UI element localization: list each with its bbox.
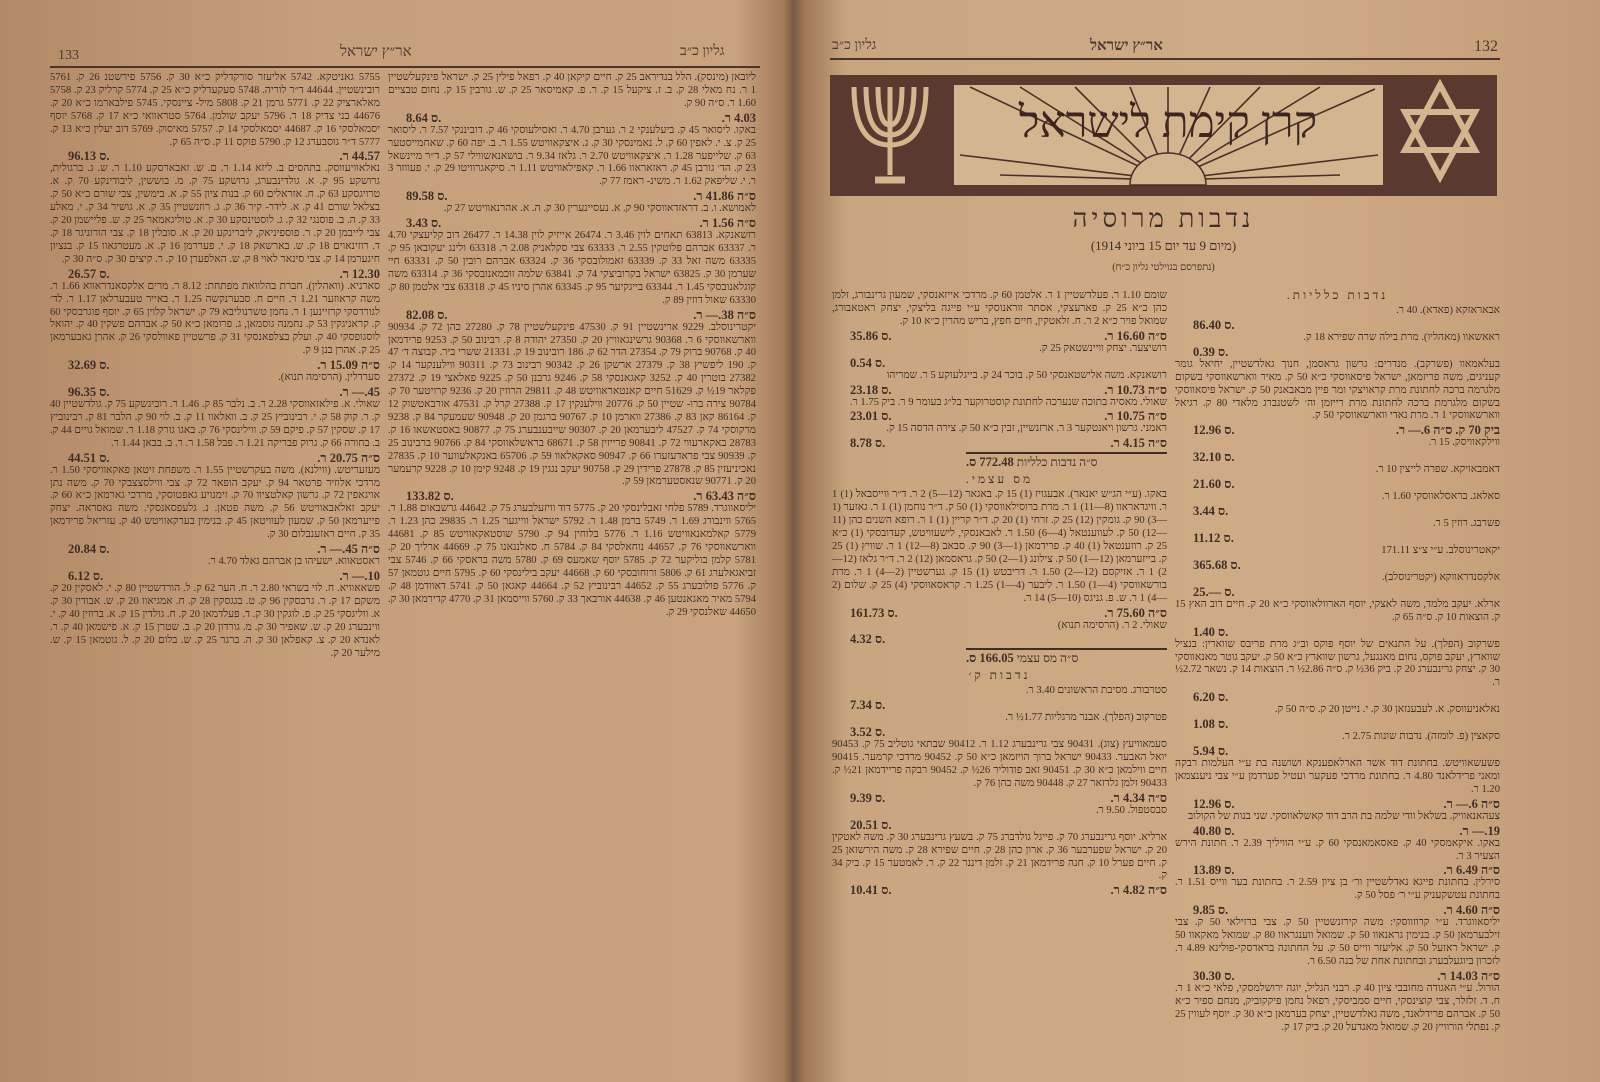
entry-text: בעלאמאוו (פשרקב). מנדרים: גרשון גראסמן, חנוך גאלדשטיין, יחיאל גומר קעניגים, משה פריזמאן, ישראל פיסאווסקי כ״א 50 ק. מאיר ווארשאווסקי בשקום מלגרמה ברכה לחתונת מרת קראויצקי ומר פיין מבאבאנק 50 ק. ישראל פיסאווסקי בשקום מלגרמת ברכה לחתונת מרת רייזמן וה׳ לשטנברג מלאדי 80 ק. רגיאל ווארשאווסקי 1 ר. מרת נאדי ווארשאווסקי 50 ק. — [1175, 358, 1501, 422]
subtotal: ס״ה 10.73 ר. — [1104, 382, 1167, 397]
entry-text: סארניא. (וואהלין). חברת בהלוואת מפתחת: 8.12 ר. מרים אלקסאנדראווא 1.66 ר. משה קראוזער 1.21 ר. חיים ח. סבערנקשה 1.25 ר. באייר טעבערלאן 1.17 ר. לד׳ לגורדסקי קרזיינען 1 ר. נחמן טשרנוליבא 79 ק. ישראל קלוין 65 ק. יוסף פוגרבסקי 60 ק. קראניגקין 53 ק. נחמנה גוסמאן, ג. פרומאן כ״א 50 ק. אברהם פשקין 40 ק. יהואל לוסגופסקי 40 ק. ועלק בצלפאנסקי 31 ק. פרשטיין פאוולסקי 26 ק. אהרן גאבערמאן 25 ק. אהרן בנן 9 ק. — [50, 280, 380, 357]
entry-text: הורול. ע״י האגודה מחובבי ציון 40 ק. רבני הגליל, יוגה ירושלמסקי, פלאי כ״א 1 ר. ח. ד. זלזלר, צבי קוצינסקי, חיים סמביסקי, רפאל נחמן פיקקוביק, מנחם ספיר כ״א 50 ק. אברהם פרידלאנד, משה גאלדשטיין, יצחק בערמאן כ״א 30 ק. יוסף לעווין 25 ק. נפתלי הורוויץ 20 ק. שמואל מאנדעל 20 ק. ביק 17 ק. — [1175, 982, 1501, 1033]
subtotal: 4.03 ר. — [721, 110, 756, 125]
entry-text: סערדלין. (הרסימה תנוא). — [278, 372, 380, 384]
banner-title: קרן קימת לישראל — [1018, 98, 1318, 147]
amount-row — [1175, 423, 1500, 437]
donation-entry — [1175, 704, 1500, 731]
total-amount: 40.80 ס. — [1193, 823, 1235, 838]
amount-row — [388, 111, 756, 125]
total-amount: 9.39 ס. — [850, 790, 886, 805]
donation-entry — [388, 72, 756, 125]
header-rule — [50, 66, 760, 68]
subtotal: ס״ה 4.34 ר. — [1110, 790, 1167, 805]
total-amount: 23.18 ס. — [850, 382, 892, 397]
total-amount: 9.85 ס. — [1193, 903, 1229, 918]
donation-entry — [1175, 838, 1500, 878]
entry-text: שאולי. א. פילאזאווסקי 2.28 ר. ב. נלבר 85 ק. 1.46 ר. רוביגשקע 75 ק. גולדשטיין 40 ק. ר. קוק 58 ק. י. רבינוביץ 25 ק. ב. וואלאוו 11 ק. ב. לוי 90 ק. הלבר 81 ק. רבינוביץ 17 ק. שסקין 57 ק. פיקם 59 ק. ווילינסקי 76 ק. באגו גורק 1.18 ר. שמואל גויים 44 ק. ב. בחורה 66 ק. גרוק פבריקה 1.21 ר. פבל 1.58 ר. ר. ב. בבאן 1.44 ר. — [50, 399, 381, 449]
entry-text: סעמאוויעץ (צוג). 90431 צבי גרינבערג 1.12 ר. 90412 שבתאי גוטליב 75 ק. 90453 יואל האבער. 90433 ישראל ברוך הויזמאן כ״א 50 ק. 90452 מרדכי קרמער. 90415 חיים ווילמאן כ״א 30 ק. 90451 זאב פודוליר 26½ ק. 90452 רבקה פריידמאן 21½ ק. 90433 זלמן גלדזאר 27 ק. 90448 משה כהן 76 ק. — [832, 739, 1168, 789]
amount-row — [50, 569, 380, 583]
amount-row — [1175, 797, 1500, 811]
total-amount: 7.34 ס. — [850, 698, 886, 713]
donation-entry — [832, 370, 1167, 397]
donation-entry — [388, 230, 756, 321]
entry-text: סאלאג. בראסלאווסקי 1.60 ר. — [1381, 491, 1500, 503]
total-amount: 23.01 ס. — [850, 409, 892, 424]
page-title: נדבות מרוסיה — [1072, 204, 1255, 233]
donation-entry — [1175, 437, 1500, 464]
donation-entry — [1175, 491, 1500, 518]
issue-label: גליון כ״ב — [832, 38, 877, 53]
self-tax-total — [966, 648, 1167, 666]
amount-row — [50, 149, 380, 163]
donation-entry — [50, 372, 380, 399]
amount-row — [1175, 625, 1500, 639]
amount-row — [1175, 824, 1500, 838]
amount-row — [832, 791, 1167, 805]
second-column — [832, 290, 1167, 897]
subtotal: ס״ה 20.75 ר. — [317, 450, 380, 465]
amount-row — [832, 606, 1167, 620]
amount-row — [1175, 863, 1500, 877]
amount-row — [388, 189, 756, 203]
donation-entry — [832, 397, 1167, 424]
total-amount: 0.54 ס. — [850, 355, 886, 370]
entry-text: ארליא. יוסף גרינבערג 70 ק. פייגל גולדברג 75 ק. בשעץ גרינבערג 30 ק. משה לאטקין 20 ק. ישראל שפערבער 36 ק. ארון כהן 28 ק. חיים שפירא 28 ק. משה הירשזאן 25 ק. חיים פערל 10 ק. חנה פרידמאן 21 ק. זלמן דיננר 22 ק. ר. לאמטער 15 ק. ביק 34 ק. — [832, 831, 1168, 882]
amount-row — [832, 436, 1167, 450]
total-amount: 32.69 ס. — [68, 358, 110, 373]
subtotal: ס״ה 4.15 ר. — [1110, 436, 1167, 451]
subtotal: 10.— ר. — [339, 569, 380, 583]
total-amount: 96.13 ס. — [68, 149, 110, 164]
total-amount: 12.96 ס. — [1193, 796, 1235, 811]
donation-entry — [1175, 332, 1500, 359]
amount-row — [832, 329, 1167, 343]
total-amount: 10.41 ס. — [850, 883, 892, 898]
amount-row — [832, 725, 1167, 739]
entry-text: ראמני. גרשון ויאנטקער 3 ר. ארזנשיין, זבין כ״א 50 ק. צירה הדסה 15 ק. — [886, 423, 1167, 435]
donation-entry — [1175, 572, 1500, 599]
donation-entry — [1175, 545, 1500, 572]
amount-row — [832, 383, 1167, 397]
subtotal: ס״ה 75.60 ר. — [1104, 605, 1167, 620]
donation-entry — [1175, 599, 1500, 639]
amount-row — [1175, 717, 1500, 731]
donation-entry — [50, 163, 380, 280]
entry-text: אלקסנדראווקא (יקטרינוסלב). — [1382, 571, 1500, 583]
donation-entry — [1175, 464, 1500, 491]
entry-text: לאמושא. ו. ב. דראזדאווסקי 90 ק. א. נעסיינערין 30 ק. ה. א. אהרנאוויטש 27 ק. — [443, 203, 756, 215]
total-amount: 3.43 ס. — [406, 216, 442, 231]
page-number: 132 — [1474, 38, 1498, 55]
publication-note: (נתפרסם בגוילטי גליון כ״ח) — [1112, 262, 1215, 273]
amount-row — [1175, 558, 1500, 572]
entry-text: רושאנקא. משה אלישטאנסקי 50 ק. בוכר 24 ק. בייגלעוקע 5 ר. שמריהו — [886, 369, 1167, 381]
column-right — [388, 72, 756, 620]
amount-row — [1175, 585, 1500, 599]
total-amount: 11.12 ס. — [1193, 530, 1234, 545]
column-left — [50, 72, 380, 660]
entry-text: אבאראזקא (פאדא). 40 ר. — [1396, 305, 1500, 316]
subtotal: 45.— ר. — [339, 385, 380, 400]
donation-entry — [50, 399, 380, 465]
amount-row — [1175, 531, 1500, 545]
entry-text: יקטרינוסלב. 9229 ארינשטיין 91 ק. 47530 פינקעלשטיין 78 ק. 27280 כהן 72 ק. 90934 ווארשאווסקי 6 ר. 90368 גרשינגאוויץ 20 ק. 27350 יהודה 8 ק. רבינוב 50 ק. 9253 פרידמאן 40 ק. 90768 ברוק 79 ק. 27354 הדר 62 ק. 186 רובינוב 19 ק. 21331 ששרי ביר. קבוצה ד׳ 47 ק. 190 ליפשיץ 38 ק. 27379 ארשקן 26 ק. 90342 רבינוב 73 ק. 90311 ווילענקער 14 ק. 27382 בוטרין 40 ק. 3252 קאגאנסקי 58 ק. 9246 גרבנן 50 ק. 9225 פאלאצי 19 ק. 27372 פקלאר 19½ ק. 51629 חיים קאנטאראוויטש 48 ק. 29811 הרוזין 20 ק. 9236 קרויטער 70 ק. 90784 צירה ברו- שטיין 50 ק. 20776 ווילענקין 17 ק. 27388 קרל ק. 47531 אורבאטשוק 12 ק. 86164 קאן 83 ק. 27386 ווארמן 10 ק. 90767 ברגמן 20 ק. 90948 שעמעקר 84 ק. 9238 מרקוסקי 74 ק. 47527 ליבערמאן 20 ק. 90307 שייבענבערג 75 ק. 90877 באסטאשאו 16 ק. 28783 באקארעווי 72 ק. 90841 פרייזין 58 ק. 68671 בראשלאווסקי 84 ק. 90766 ברבינוב 25 ק. 90939 צבי פראדעזערו 66 ק. 90947 סאקאלאוו 59 ק. 65706 באנקאלעווער 10 ק. 27835 נאכיניעזין 85 ק. 27878 פרידין 29 ק. 90758 יעקב נגגין 19 ק. 9248 קימן 10 ק. 9228 קרעמער 20 ק. 90771 שנאסטערמאן 59 ק. — [388, 321, 756, 488]
total-amount: 96.35 ס. — [68, 385, 110, 400]
total-amount: 82.08 ס. — [406, 307, 448, 322]
amount-row — [1175, 969, 1500, 983]
amount-row — [1175, 903, 1500, 917]
total-amount: 8.64 ס. — [406, 110, 442, 125]
subtotal: ס״ה 14.03 ר. — [1437, 968, 1500, 983]
amount-row — [832, 883, 1167, 897]
donation-entry — [1175, 877, 1500, 917]
entry-text: 5755 גאניטקא. 5742 אליעזר סורקדליק כ״א 30 ק. 5756 פירשטנ 26 ק. 5761 רובינשטיין. 44644 ד״ר לוריה. 5748 סעקעדליק כ״א 25 ק. 5774 קרליק 23 ק. 5758 מאלארציק 22 ק. 5771 גרמן 21 ק. 5808 מיל- ציינסקי. 5745 פילבארמו כ״א 20 ק. 44676 בני צדיק 18 ר. 5796 יעקב שולמן. 5764 סטראוואי כ״א 17 ק. 5768 יוסף יסמאלסקי 16 ק. 44687 יסמאלסקי 14 ק. 5757 מאיסוק. 5769 דוב יעלין כ״א 13 ק. 5777 ד״ר גוסבערג 12 ק. 5790 פוקס 11 ק. ס״ה 65 ק. — [50, 72, 380, 148]
entry-text: באקו. ליסואר 45 ק. ביעלענקי 2 ר. גערבן 4.70 ר. ואסילעוסקי 46 ק. דוביננקי 7.57 ר. ליסואר 25 ק. צ. י. לאפין 60 ק. ל. נאמינסקי 30 ק. ג. איצקאוויטש 1.55 ר. ב. יפה 60 ק. שאחמייסטער 63 ק. שלייפער 1.28 ר. איצקאוויטש 2.70 ר. גלאז 9.34 ר. בושאנאשווילי 57 ק. ד״ר מיינשאל 23 ק. הד׳ גורבן 45 ק. ראזאראוו 1.66 ר. קאפילאוויטש 1.11 ר. סיקאגרוויטו 29 ק. י. פעווזר 3 ר. י. שליפאק 1.62 ר. משינ- ראמז 77 ק. — [388, 124, 757, 188]
entry-text: סטרבורג. מסיבת הראשונים 3.40 ר. — [1025, 685, 1167, 697]
total-amount: 35.86 ס. — [850, 328, 892, 343]
donation-entry — [1175, 359, 1500, 438]
subtotal: ס״ה 63.43 ר. — [693, 489, 756, 504]
running-title: אר״ץ ישראל — [340, 44, 412, 60]
issue-label: גליון כ״ב — [680, 44, 725, 59]
donation-entry — [1175, 917, 1500, 983]
page-number: 133 — [58, 48, 79, 63]
entry-text: שומם 1.10 ר. פעלדשטיין 1 ר. אלטמן 60 ק. מרדכי אייזאנסקי, שמעון גרינבורג, זלמן כהן כ״א 25 ק. פארעצקי, אסתר ווראנוסקי ע״י פייגה בליצקי, יצחק ראטאבורג, שמואל פויר כ״א 2 ר. ח. זלאטקין, חיים חפץ, בריש מהרין כ״א 10 ק. — [832, 290, 1167, 327]
donation-entry — [50, 281, 380, 372]
entry-text: נאלאניעווסק. א. לעבענזאן 30 ק. י. נייטן 20 ק. ס״ה 50 ק. — [1274, 704, 1500, 716]
donation-entry — [832, 739, 1167, 805]
donation-entry — [50, 72, 380, 163]
total-label: ס״ה מס עצמי — [1016, 651, 1079, 666]
donation-entry — [832, 832, 1167, 898]
amount-row — [832, 632, 1167, 646]
entry-text: ליובאן (מינסק). הלל בנדיראב 25 ק. חיים קיקאן 40 ק. רפאל פילין 25 ק. ישראל פינקעלשטיין 1 ר. נח מאלי 28 ק. ב. ז. ציקעל 15 ק. ר. פ. קאמיסאר 25 ק. ש. גורבין 15 ק. נחום טבציים 1.60 ר. ס״ה 90 ק. — [388, 72, 756, 109]
entry-text: יליסאווגרד. ע״י קרוזווסקי: משה קירזנשטיין 50 ק. צבי ברזילאי 50 ק. צבי זילבערמאן 50 ק. בנימין גראנאוו 50 ק. שמואל ווענגראוו 80 ק. שמואל מאקאוו 50 ק. ישראל ראזעל 50 ק. אליעזר ווייס 50 ק. על החתונה בראדסקי-פולינא 4.89 ר. לזכרון ביוגעלבערג ובחתונת אחת של בנה 6.50 ר. — [1175, 917, 1500, 967]
total-amount: 1.08 ס. — [1193, 717, 1229, 732]
amount-row — [50, 358, 380, 372]
total-amount: 20.51 ס. — [850, 817, 892, 832]
section-heading: נדבות כלליות. — [1286, 288, 1389, 302]
entry-text: ווילקאוויסק. 15 ר. — [1428, 437, 1500, 449]
donation-entry — [832, 290, 1167, 343]
entry-text: מעזעריטש. (ווילנא). משה בעקרשטיין 1.55 ר. משפחת זיטאן פאקאוויסקי 1.50 ר. מרדכי אלוזיר פרטאר 94 ק. יעקב הופאר 72 ק. צבי ווילסצצבקי 70 ק. משה נתן אויגאפין 72 ק. גרשון קאלטציוו 70 ק. זימנויע גאפטוסקי, מרדכי גארמאן כ״א 60 ק. יעקב זאלאבאוויטש 56 ק. משה פטאן. נ. גלעפסאנסקי. משה גאסראה. יצחק פייערמאן 50 ק. שמעון לעוויטאן 45 ק. בנימין בערקאוויטש 40 ק. עזריאל פרידמאן 35 ק. חיים ראזענבלום 30 ק. — [50, 464, 381, 541]
amount-row — [50, 385, 380, 399]
running-title: אר״ץ ישראל — [1090, 38, 1163, 54]
total-amount: 365.68 ס. — [1193, 557, 1241, 572]
donation-entry — [1175, 518, 1500, 545]
entry-text: שאולי. 2 ר. (הרסימה תנוא) — [1057, 619, 1167, 631]
entry-text: שאולי. מאסיה בתוכה שנערכה לחתונת קוסטרוקער בל״ג בעומר 9 ר. ביק 1.75 ר. — [849, 396, 1167, 408]
donation-entry — [50, 556, 380, 583]
amount-row — [832, 818, 1167, 832]
amount-row — [1175, 318, 1500, 332]
total-amount: 13.89 ס. — [1193, 863, 1235, 878]
entry-text: רזשאנקא. 63813 תאחים לוין 3.46 ר. 26474 אייזיק לוין 14.38 ר. 26477 דוב קליעצקי 4.70 ר. 63337 אברהם פלוטקין 2.55 ר. 63333 צבי סקלאניק 2.08 ר. 63318 ולינג יעקובאן 95 ק. 63335 משה זאל 33 ק. 63339 זאמולובסקי 36 ק. 63324 אברהם רובין 50 ק. 63331 חיי שערמן 30 ק. 63825 ישראל בקרוביצקי 74 ק. 63841 שלמה זוכמאנובסקי 36 ק. 63314 משה קוגלאנובסקי 1.45 ר. 63344 בייגקיער 95 ק. 63345 אהרן סיניו 45 ק. 63318 צבי אלטמן 80 ק. 63330 שאול דוזין 89 ק. — [388, 230, 757, 306]
total-amount: 5.94 ס. — [1193, 744, 1229, 759]
entry-text: פשאאוויא. ח. לוי בשראי 2.80 ר. ח. הער 62 ק. ל. הורדשטיין 80 ק. י. לאסקין 20 ק. משקם 17 ק. ר. גרבסקין 96 ק. ט. בגגסקין 28 ק. ח. אמגיאוו 20 ק. ש. אבודין 30 ק. א. ווליגסקי 25 ק. פ. לוגקין 30 ק. ד. פעלדמאן 20 ק. ח. גולדין 15 ק. א. ברוזין 40 ק. י. ווינבערג 20 ק. ש. שאפיר 30 ק. מ. גורדון 20 ק. ב. שטרן 15 ק. א. פישמאן 40 ק. ר. לאנדא 20 ק. צ. קאפלאן 30 ק. ה. ברגר 25 ק. ש. בלום 20 ק. ל. גוטמאן 15 ק. ש. מילער 20 ק. — [50, 583, 381, 659]
entry-text: פטרקוב (הפלך). אבנר מרגליות 1.77½ ר. — [1005, 712, 1167, 724]
total-amount: 8.78 ס. — [850, 436, 886, 451]
amount-row — [832, 698, 1167, 712]
total-amount: 6.12 ס. — [68, 569, 104, 583]
donation-entry — [832, 805, 1167, 832]
amount-row — [1175, 345, 1500, 359]
total-amount: 133.82 ס. — [406, 489, 454, 504]
date-range: (מיום 9 עד יום 15 ביוני 1914) — [1090, 238, 1237, 253]
subtotal: ס״ה 6.49 ר. — [1443, 863, 1500, 878]
donation-entry — [1175, 305, 1500, 332]
entry-text: סקאצין (פ. לומזה). נדבות שונות 2.75 ר. — [1342, 731, 1500, 743]
entry-text: פשעשאוויטש. בחתונת דוד אשר הארלאפענקא ושושנה בת ע״י העלמות רבקה ומאני פרידלאנד 4.80 ר. בחתונת מרדכי פעקער ועטיל פערדמן ע״י צבי ניענצמאן 1.20 ר. — [1175, 758, 1500, 795]
entry-text: ראסטאווא. ישעיהו בן אברהם גאלד 4.70 ר. — [207, 556, 380, 568]
amount-row — [388, 489, 756, 503]
total-amount: 20.84 ס. — [68, 542, 110, 557]
amount-row — [1175, 690, 1500, 704]
amount-row — [832, 356, 1167, 370]
subtotal: 44.57 ר. — [339, 149, 380, 164]
general-donations-column — [1175, 286, 1500, 1035]
subtotal: ס״ה 6.— ר. — [1443, 796, 1500, 811]
donation-entry — [388, 125, 756, 204]
entry-text: רושיצער. יצחק וויינשטאק 25 ק. — [1039, 342, 1167, 354]
total-amount: 25.— ס. — [1193, 584, 1235, 599]
entry-text: פשרבג. רוזין 5 ר. — [1433, 518, 1500, 530]
amount-row — [1175, 504, 1500, 518]
subtotal: ס״ה 38.— ר. — [693, 307, 756, 322]
donation-entry — [388, 322, 756, 504]
total-amount: 86.40 ס. — [1193, 317, 1235, 332]
donation-entry — [50, 465, 380, 556]
subtotal: ס״ה 4.82 ר. — [1110, 883, 1167, 898]
total-amount: 32.10 ס. — [1193, 450, 1235, 465]
total-amount: 0.39 ס. — [1193, 344, 1229, 359]
total-amount: 6.20 ס. — [1193, 690, 1229, 705]
subtotal: 12.30 ר. — [339, 266, 380, 281]
total-value: 166.05 ס. — [966, 651, 1014, 666]
general-total — [966, 452, 1167, 470]
subtotal: ס״ה 1.56 ר. — [699, 216, 756, 231]
entry-text: ראאשאוו (מאהליו). מרת בילה שרה שפירא 18 ק. — [1303, 331, 1500, 343]
entry-text: נאלאוויעווסק. בתהסים ב. ליזא 1.14 ר. ם. ש. זאבארסקע 1.10 ר. ש. ג. ברגולית, גרושקע 95 ק. א. גולדינבערג, גרושקע 75 ק. מ. בוששין, ליבודינקע 70 ק. א. טרויגסקע 63 ק. ח. אזראלים 60 ק. בנות ציון 55 ק. א. בימשין, צבי שורם כ״א 50 ק. בצלאל שורם 41 ק. א. לידר- קיר 36 ק. ג. רוזנשטיין 35 ק. א. גושיר 34 ק. י. מאלע 33 ק. ה. ב. פוסנגי 32 ק. ג. לוסטינסקע 30 ק. א. טוליגאמאר 25 ק. ש. פליישמן 20 ק. צבי לייבמן 20 ק. ר. פוספיניאק, ליברינקע 20 ק. א. סובלין 18 ק. צבי הורוניגר 18 ק. ד. רוזינאוים 18 ק. ש. בארשאק 18 ק. י. פעררמן 16 ק. א. מעטרגאוו 15 ק. בנציון חיגערמן 14 ק. צבי סינאר לאוי 8 ק. ש. האלפערן 10 ק. ר. קיצים 30 ק. ס״ה 30 ק. — [50, 163, 381, 265]
total-amount: 161.73 ס. — [850, 605, 898, 620]
donation-entry — [832, 685, 1167, 712]
subtotal: ס״ה 45.— ר. — [317, 542, 380, 557]
entry-text: סבסטפול. 9.50 ר. — [1095, 804, 1167, 816]
subtotal: ס״ה 4.60 ר. — [1443, 903, 1500, 918]
total-amount: 30.30 ס. — [1193, 968, 1235, 983]
entry-text: דאמבאויקא. שפרה לייצין 10 ר. — [1375, 464, 1500, 476]
donation-entry — [1175, 811, 1500, 838]
amount-row — [1175, 450, 1500, 464]
banner — [830, 75, 1497, 196]
total-amount: 21.60 ס. — [1193, 477, 1235, 492]
total-amount: 12.96 ס. — [1193, 423, 1235, 438]
donation-entry — [388, 503, 756, 619]
header-rule — [830, 58, 1500, 60]
donation-entry — [832, 712, 1167, 739]
total-amount: 26.57 ס. — [68, 266, 110, 281]
amount-row — [832, 409, 1167, 423]
total-amount: 44.51 ס. — [68, 450, 110, 465]
amount-row — [1175, 477, 1500, 491]
entry-text: יקאטרינוסלב. ע״י צ״צ 171.11 — [1381, 544, 1500, 556]
amount-row — [388, 216, 756, 230]
donation-entry — [832, 343, 1167, 370]
subtotal: ס״ה 10.75 ר. — [1104, 409, 1167, 424]
total-amount: 3.44 ס. — [1193, 504, 1229, 519]
section-heading: נדבות ק׳ — [968, 668, 1031, 683]
entry-text: פשרקוב (הפלך). על התנאים של יוסף פוקס וב״ג מרת פריבס שווארין: בנציל שווארץ, יעקב פוקס, נחום מאנגעל, גרשון שווארץ כ״א 50 ק. יעקב גוטר מאנאווסקי 30 ק. יצחק גרינבערג 20 ק. ביק 36½ ק. ס״ה 2.86½ ר. הוצאות 14 ק. נשאר 2.72½ ר. — [1175, 638, 1500, 689]
donation-entry — [1175, 758, 1500, 811]
entry-text: צעהאנאוויק. בשלאל וודי שלמה בת הרב דוד קאשלאווסקי. שני בנות של הקולוב — [1188, 810, 1500, 822]
donation-entry — [1175, 731, 1500, 758]
subtotal: ס״ה 41.86 ר. — [693, 189, 756, 204]
donation-entry — [388, 203, 756, 230]
amount-row — [1175, 744, 1500, 758]
subtotal: ס״ה 15.09 ר. — [317, 358, 380, 373]
entry-text: ארלא. יעקב מלמד, משה לאצקי, יוסף הארוולאווסקי כ״א 20 ק. חיים דוב האץ 15 ק. הוצאות 10 ק. ס״ה 65 ק. — [1175, 598, 1500, 623]
donation-entry — [1175, 983, 1500, 1035]
entry-text: באקו. איקאמסקי 40 ק. פאסאמאנסקי 60 ק. ע״י הוויליך 2.39 ר. חתונת הירש הצעיר 3 ר. — [1175, 837, 1500, 862]
entry-text: סירלין. בחתונת פייגא נאדלשטיין ור׳ בן ציון 2.59 ר. בחתונת בער ווייס 1.51 ר. בחתונת עטשקעניק ע״י ר׳ פסל 50 ק. — [1175, 877, 1500, 902]
subtotal: ס״ה 16.60 ר. — [1104, 328, 1167, 343]
donation-entry — [832, 423, 1167, 450]
total-amount: 3.52 ס. — [850, 725, 886, 740]
subtotal: ביק 70 ק. ס״ה 6.— ר. — [1395, 423, 1500, 438]
entry-text: יליסאווגרד. 5789 פלחי זאבלינסקי 20 ק. 5775 דוד וויזעלבערג 75 ק. 44642 גרשבאום 1.88 ר. 5765 ווינבורג 1.69 ר. 5749 ברמן 1.48 ר. 5792 ישראל ווייגער 1.25 ר. 29835 כהן 1.23 ר. 5779 קאלמאנאוויטש 1.16 ר. 5776 בלוחין 94 ק. 5790 שוסטאקאוויטש 85 ק. 44681 ווארשאווסקי 76 ק. 44657 נוחאלסקי 84 ק. 5784 ח. סאלנגאנו 75 ק. 44669 ארליך 20 ק. 5781 קלמן בוליקער 72 ק. 5785 יוסף שאמעס 69 ק. 5780 משה בראסקי 66 ק. 5746 צבי זביאגאלערג 61 ק. 5806 ורוחובסקי 60 ק. 44668 יעקב בילינסקי 60 ק. 5795 חיים גוטמאן 57 ק. 5776 פולובערג 55 ק. 44652 רבינוביץ 52 ק. 44664 קאגאן 50 ק. 5741 דאוודמן 48 ק. 5794 מאיר מאגאנטען 46 ק. 44638 אורבאך 33 ק. 5760 ווייסמאן 31 ק. 4770 קדירמאן 30 ק. 44650 שאלנסקי 29 ק. — [388, 503, 757, 618]
total-label: ס״ה נדבות כלליות — [1016, 455, 1098, 470]
amount-row — [50, 267, 380, 281]
amount-row — [50, 451, 380, 465]
amount-row — [388, 308, 756, 322]
entry-text: באקו. (ע״י הג״ש יאנאר). אבעגויז (1) 15 ק. באגאר (12—5) 2 ר. ד״ר ווייסבאל (1) 1 ר. וויגדאראוו (8—11) 1 ר. מרת ברוסילאווסקי (1) 50 ק. ד״ר נוחמן (1) 1 ר. גאזער (1—3) 90 ק. גומקין (12) 25 ק. זרחי (1) 20 ק. ד״ר קריין (1) 1 ר. רופא השנים כהן (11—12) 50 ק. לעווענטאל (4—6) 1.50 ר. לאבאנסקי, לישעוויטש, קעדובסקי (1) כ״א 25 ק. רוזענטאל (1) 40 ק. פרידמאן (1—3) 90 ק. סבאב (8—12) 1 ר. שוויץ (1) 25 ק. בייזערמאן (12—1) 50 ק. צילונג (1—2) 50 ק. גראסמאן (12) 2 ר. ד״ר גלאז (12—2) 1 ר. אזיקסם (12—2) 1.50 ר. דריבטש (1) 15 ק. גערשטיין (2—4) 1 ר. מרת בורשאווסקי (4—1) 1.50 ר. ליבער (4—1) 1.25 ר. קראסאווסקי (4) 25 ק. שלום (2—4) 1 ר. ש. פ. גניגס (10—5) 14 ר. — [832, 489, 1168, 604]
total-amount: 1.40 ס. — [1193, 624, 1229, 639]
donation-entry — [832, 620, 1167, 647]
amount-row — [50, 542, 380, 556]
donation-entry — [832, 489, 1167, 619]
subtotal: 19.— ר. — [1459, 823, 1500, 838]
donation-entry — [1175, 639, 1500, 705]
total-value: 772.48 ס. — [966, 455, 1014, 470]
donation-entry — [50, 583, 380, 660]
total-amount: 89.58 ס. — [406, 189, 448, 204]
section-heading: מס עצמי. — [965, 472, 1034, 487]
total-amount: 4.32 ס. — [850, 632, 886, 647]
